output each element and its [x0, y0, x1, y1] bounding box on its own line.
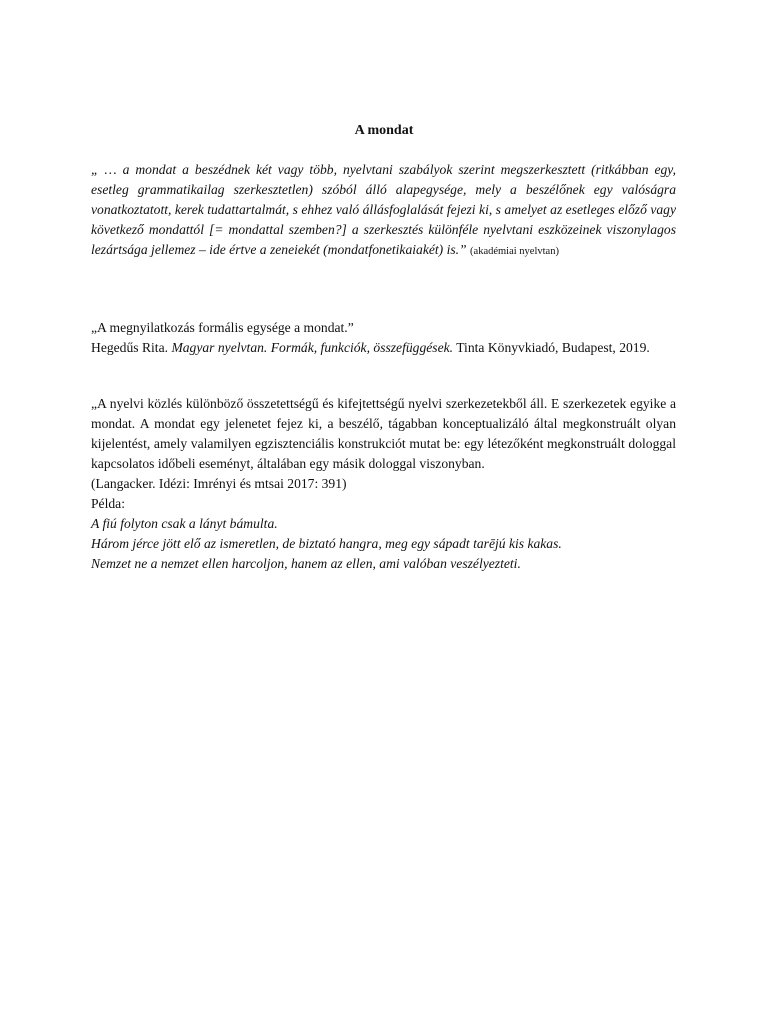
- citation-author: Hegedűs Rita.: [91, 340, 169, 355]
- citation: (Langacker. Idézi: Imrényi és mtsai 2017: 391): [91, 476, 347, 491]
- citation-publisher: Tinta Könyvkiadó, Budapest, 2019.: [456, 340, 650, 355]
- example-sentence: Három jérce jött elő az ismeretlen, de biztató hangra, meg egy sápadt tarējú kis kakas.: [91, 536, 562, 551]
- quote-hegedus: [91, 318, 676, 358]
- example-label: Példa:: [91, 496, 125, 511]
- quote-text: „A megnyilatkozás formális egysége a mondat.”: [91, 320, 354, 335]
- example-sentence: A fiú folyton csak a lányt bámulta.: [91, 516, 278, 531]
- citation: [91, 338, 676, 358]
- example-sentence: Nemzet ne a nemzet ellen harcoljon, hanem az ellen, ami valóban veszélyezteti.: [91, 556, 521, 571]
- quote-academic-grammar: [91, 160, 676, 262]
- quote-text: „A nyelvi közlés különböző összetettségű és kifejtettségű nyelvi szerkezetekből áll. E szerkezetek egyike a mondat. A mondat egy jelenetet fejez ki, a beszélő, tágabban konceptualizáló által megkonstruált olyan kijelentést, amely valamilyen egzisztenciális konstrukciót mutat be: egy létezőként megkonstruált dologgal kapcsolatos időbeli eseményt, általában egy másik dologgal viszonyban.: [91, 396, 676, 471]
- page-title: A mondat: [354, 123, 414, 138]
- quote-source: (akadémiai nyelvtan): [470, 246, 559, 257]
- quote-langacker: [91, 394, 676, 574]
- quote-text: „ … a mondat a beszédnek két vagy több, nyelvtani szabályok szerint megszerkesztett (ritkábban egy, esetleg grammatikailag szerkesztetlen) szóból álló alapegysége, mely a beszélőnek egy valóságra vonatkoztatott, kerek tudattartalmát, s ehhez való állásfoglalását fejezi ki, s amelyet az esetleges előző vagy következő mondattól [= mondattal szemben?] a szerkesztés különféle nyelvtani eszközeinek viszonylagos lezártsága jellemez – ide értve a zeneiekét (mondatfonetikaiakét) is.”: [91, 162, 676, 257]
- citation-book-title: Magyar nyelvtan. Formák, funkciók, összefüggések.: [171, 340, 454, 355]
